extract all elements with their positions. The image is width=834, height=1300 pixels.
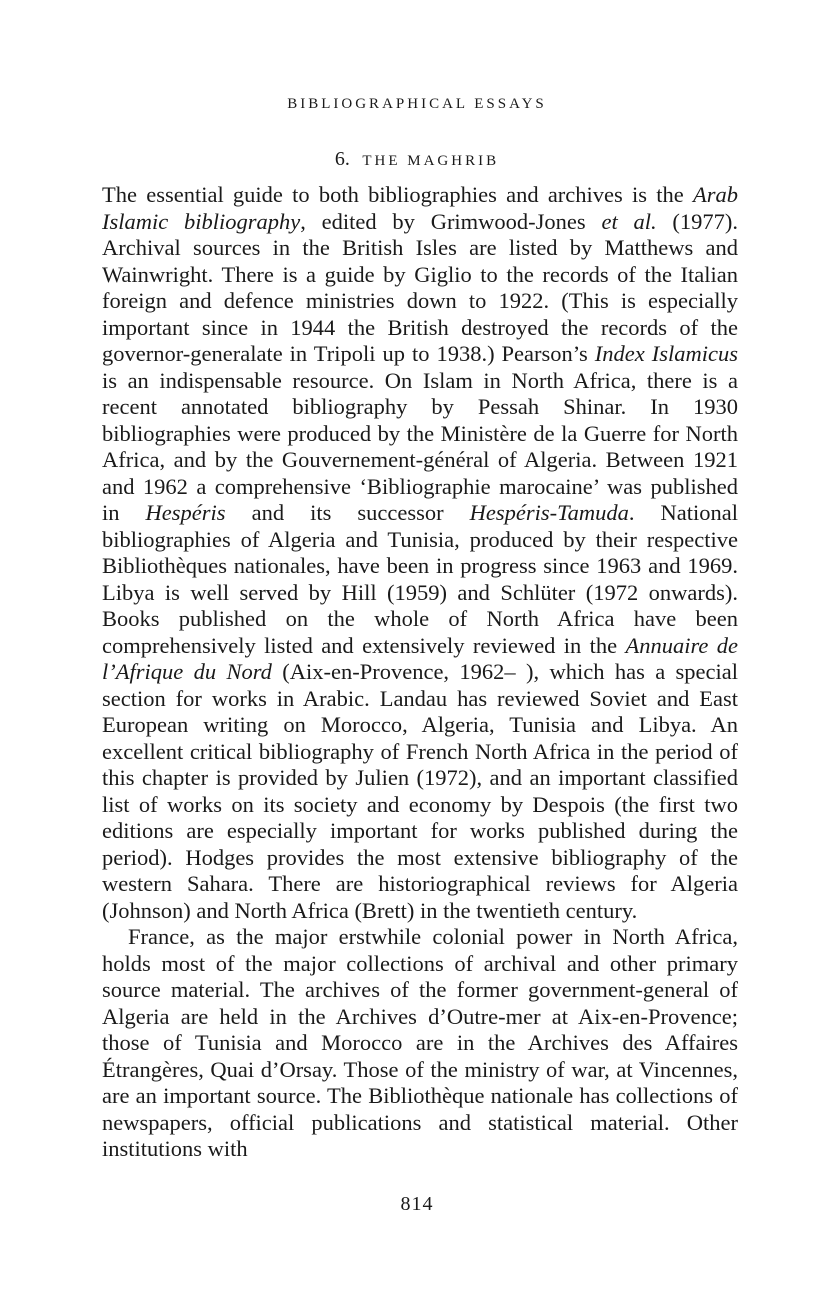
italic-title: et al. (601, 208, 657, 234)
text-run: is an indispensable resource. On Islam in North Africa, there is a recent annotated bibliography by Pessah Shinar. In 1930 bibliographies were produced by the Ministère de la Guerre for North Africa, and by the Gouvernement-général of Algeria. Between 1921 and 1962 a comprehensive ‘Bibliographie marocaine’ was published in (102, 367, 738, 525)
paragraph-1 (102, 182, 738, 924)
section-heading (0, 148, 834, 171)
text-run: (1977). Archival sources in the British Isles are listed by Matthews and Wainwright. There is a guide by Giglio to the records of the Italian foreign and defence ministries down to 1922. (This is especially important since in 1944 the British destroyed the records of the governor-generalate in Tripoli up to 1938.) Pearson’s (102, 208, 738, 366)
italic-title: Hespéris-Tamuda (469, 500, 629, 525)
italic-title: Index Islamicus (594, 341, 738, 366)
italic-title: Hespéris (145, 500, 226, 525)
body-text (102, 182, 738, 1163)
section-title: THE MAGHRIB (362, 153, 500, 169)
paragraph-2 (102, 924, 738, 1163)
text-run: The essential guide to both bibliographies and archives is the (102, 182, 693, 207)
text-run: (Aix-en-Provence, 1962– ), which has a special section for works in Arabic. Landau has reviewed Soviet and East European writing on Morocco, Algeria, Tunisia and Libya. An excellent critical bibliography of French North Africa in the period of this chapter is provided by Julien (1972), and an important classified list of works on its society and economy by Despois (the first two editions are especially important for works published during the period). Hodges provides the most extensive bibliography of the western Sahara. There are historiographical reviews for Algeria (Johnson) and North Africa (Brett) in the twentieth century. (102, 659, 739, 923)
italic-title: Arab Islamic bibliography (102, 182, 738, 234)
text-run: France, as the major erstwhile colonial power in North Africa, holds most of the major collections of archival and other primary source material. The archives of the former government-general of Algeria are held in the Archives d’Outre-mer at Aix-en-Provence; those of Tunisia and Morocco are in the Archives des Affaires Étrangères, Quai d’Orsay. Those of the ministry of war, at Vincennes, are an important source. The Bibliothèque nationale has collections of newspapers, official publications and statistical material. Other institutions with (102, 924, 738, 1161)
text-run: , edited by Grimwood-Jones (300, 208, 602, 234)
page-number: 814 (400, 1193, 434, 1215)
section-number: 6. (334, 148, 350, 170)
italic-title: Annuaire de l’Afrique du Nord (102, 632, 739, 684)
running-head: BIBLIOGRAPHICAL ESSAYS (287, 96, 547, 112)
text-run: and its successor (225, 500, 470, 525)
text-run: . National bibliographies of Algeria and Tunisia, produced by their respective Bibliothèques nationales, have been in progress since 1963 and 1969. Libya is well served by Hill (1959) and Schlüter (1972 onwards). Books published on the whole of North Africa have been comprehensively listed and extensively reviewed in the (102, 500, 738, 658)
